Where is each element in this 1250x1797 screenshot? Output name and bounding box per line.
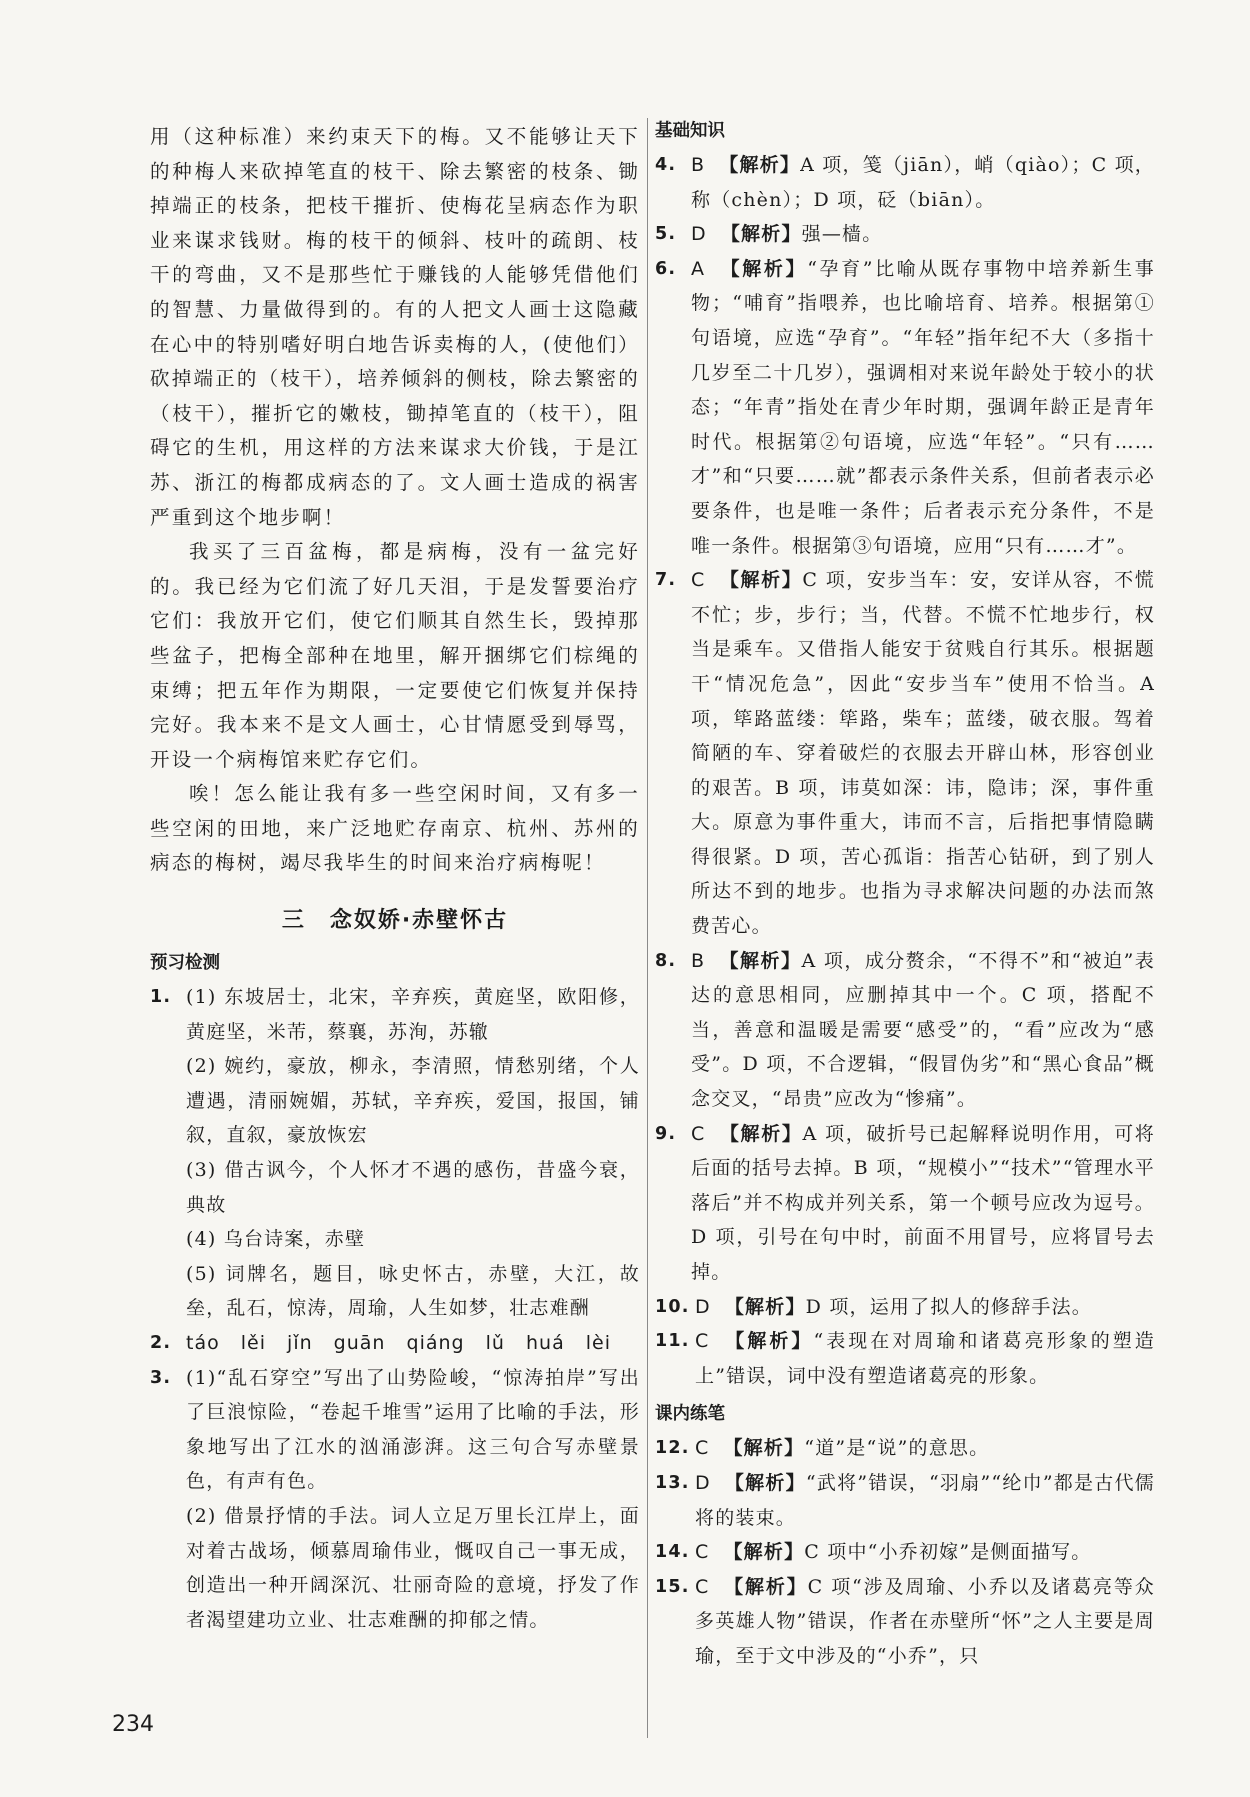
question-number: 1.: [150, 987, 172, 1008]
answer-line: (2) 借景抒情的手法。词人立足万里长江岸上，面对着古战场，倾慕周瑜伟业，慨叹自己一事无成，创造出一种开阔深沉、壮丽奇险的意境，抒发了作者渴望建功立业、壮志难酬的抑郁之情。: [186, 1504, 640, 1631]
answer-line: (4) 乌台诗案，赤壁: [186, 1228, 366, 1251]
analysis-text: A 项，成分赘余，“不得不”和“被迫”表达的意思相同，应删掉其中一个。C 项，搭配不当，善意和温暖是需要“感受”的，“看”应改为“感受”。D 项，不合逻辑，“假冒伪劣”和“黑心食品”概念交叉，“昂贵”应改为“惨痛”。: [691, 949, 1155, 1111]
left-column: [150, 120, 640, 1637]
answer-item: [655, 217, 1155, 252]
question-number: 13.: [655, 1472, 690, 1493]
answer-letter: C: [695, 1541, 710, 1564]
translation-paragraph-2: 我买了三百盆梅，都是病梅，没有一盆完好的。我已经为它们流了好几天泪，于是发誓要治疗它们：我放开它们，使它们顺其自然生长，毁掉那些盆子，把梅全部种在地里，解开捆绑它们棕绳的束缚；把五年作为期限，一定要使它们恢复并保持完好。我本来不是文人画士，心甘情愿受到辱骂，开设一个病梅馆来贮存它们。: [150, 540, 640, 771]
analysis-text: D 项，运用了拟人的修辞手法。: [805, 1295, 1092, 1318]
analysis-text: C 项，安步当车：安，安详从容，不慌不忙；步，步行；当，代替。不慌不忙地步行，权当是乘车。又借指人能安于贫贱自行其乐。根据题干“情况危急”，因此“安步当车”使用不恰当。A 项，筚路蓝缕：筚路，柴车；蓝缕，破衣服。驾着简陋的车、穿着破烂的衣服去开辟山林，形容创业的艰苦。B 项，讳莫如深：讳，隐讳；深，事件重大。原意为事件重大，讳而不言，后指把事情隐瞒得很紧。D 项，苦心孤诣：指苦心钻研，到了别人所达不到的地步。也指为寻求解决问题的办法而煞费苦心。: [691, 569, 1155, 938]
answer-letter: C: [695, 1575, 710, 1598]
answer-line: (1) 东坡居士，北宋，辛弃疾，黄庭坚，欧阳修，黄庭坚，米芾，蔡襄，苏洵，苏辙: [186, 986, 640, 1043]
right-column: [655, 120, 1155, 1674]
analysis-tag: 【解析】: [719, 154, 801, 176]
answer-item: [655, 252, 1155, 563]
answer-line: (1)“乱石穿空”写出了山势险峻，“惊涛拍岸”写出了巨浪惊险，“卷起千堆雪”运用了比喻的手法，形象地写出了江水的汹涌澎湃。这三句合写赤壁景色，有声有色。: [186, 1366, 640, 1493]
analysis-tag: 【解析】: [720, 223, 802, 246]
page-number: 234: [112, 1712, 154, 1737]
answer-item: [655, 1117, 1155, 1290]
question-number: 5.: [655, 224, 677, 245]
question-number: 4.: [655, 155, 677, 175]
answer-letter: C: [691, 1122, 706, 1145]
translation-paragraph-3: 唉！怎么能让我有多一些空闲时间，又有多一些空闲的田地，来广泛地贮存南京、杭州、苏州的病态的梅树，竭尽我毕生的时间来治疗病梅呢！: [150, 782, 640, 875]
analysis-tag: 【解析】: [723, 1575, 808, 1598]
question-number: 10.: [655, 1296, 690, 1317]
analysis-text: C 项中“小乔初嫁”是侧面描写。: [804, 1541, 1092, 1564]
analysis-tag: 【解析】: [724, 1295, 806, 1318]
analysis-tag: 【解析】: [719, 569, 803, 592]
answer-letter: D: [695, 1295, 711, 1318]
preview-heading: 预习检测: [150, 953, 220, 974]
question-number: 9.: [655, 1123, 677, 1144]
analysis-text: “表现在对周瑜和诸葛亮形象的塑造上”错误，词中没有塑造诸葛亮的形象。: [695, 1330, 1155, 1387]
question-number: 6.: [655, 258, 677, 279]
question-number: 11.: [655, 1331, 690, 1352]
section-title: 三 念奴娇·赤壁怀古: [281, 908, 509, 934]
answer-letter: D: [695, 1471, 711, 1494]
translation-paragraph-1: 用（这种标准）来约束天下的梅。又不能够让天下的种梅人来砍掉笔直的枝干、除去繁密的枝条、锄掉端正的枝条，把枝干摧折、使梅花呈病态作为职业来谋求钱财。梅的枝干的倾斜、枝叶的疏朗、枝干的弯曲，又不是那些忙于赚钱的人能够凭借他们的智慧、力量做得到的。有的人把文人画士这隐藏在心中的特别嗜好明白地告诉卖梅的人，(使他们）砍掉端正的（枝干），培养倾斜的侧枝，除去繁密的（枝干），摧折它的嫩枝，锄掉笔直的（枝干），阻碍它的生机，用这样的方法来谋求大价钱，于是江苏、浙江的梅都成病态的了。文人画士造成的祸害严重到这个地步啊！: [150, 125, 640, 529]
answer-item: [655, 1570, 1155, 1674]
answer-line: (5) 词牌名，题目，咏史怀古，赤壁，大江，故垒，乱石，惊涛，周瑜，人生如梦，壮志难酬: [186, 1262, 640, 1320]
analysis-text: C 项“涉及周瑜、小乔以及诸葛亮等众多英雄人物”错误，作者在赤壁所“怀”之人主要是周瑜，至于文中涉及的“小乔”，只: [695, 1575, 1155, 1667]
answer-letter: A: [691, 257, 706, 280]
analysis-tag: 【解析】: [724, 1471, 806, 1494]
analysis-tag: 【解析】: [723, 1330, 814, 1353]
column-divider: [647, 118, 648, 1738]
answer-item: [655, 148, 1155, 217]
question-number: 2.: [150, 1333, 172, 1353]
question-3: [150, 1361, 640, 1638]
analysis-tag: 【解析】: [719, 949, 802, 972]
question-number: 14.: [655, 1542, 690, 1563]
analysis-tag: 【解析】: [719, 1122, 803, 1145]
analysis-text: “孕育”比喻从既存事物中培养新生事物；“哺育”指喂养，也比喻培育、培养。根据第①句语境，应选“孕育”。“年轻”指年纪不大（多指十几岁至二十几岁），强调相对来说年龄处于较小的状态；“年青”指处在青少年时期，强调年龄正是青年时代。根据第②句语境，应选“年轻”。“只有……才”和“只要……就”都表示条件关系，但前者表示必要条件，也是唯一条件；后者表示充分条件，不是唯一条件。根据第③句语境，应用“只有……才”。: [691, 257, 1155, 557]
analysis-text: 强—樯。: [801, 223, 883, 246]
answer-letter: C: [691, 569, 706, 592]
question-1: [150, 980, 640, 1326]
practice-heading: 课内练笔: [655, 1404, 725, 1425]
answer-letter: B: [691, 949, 706, 972]
analysis-tag: 【解析】: [723, 1541, 805, 1564]
answer-item: [655, 944, 1155, 1117]
analysis-tag: 【解析】: [719, 257, 808, 280]
question-number: 7.: [655, 570, 677, 591]
analysis-text: A 项，笺（jiān），峭（qiào）；C 项，称（chèn）；D 项，砭（biān）。: [691, 154, 1155, 211]
question-number: 15.: [655, 1576, 690, 1597]
answer-item: [655, 1431, 1155, 1466]
answer-line: (3) 借古讽今，个人怀才不遇的感伤，昔盛今衰，典故: [186, 1159, 640, 1216]
answer-letter: D: [691, 223, 707, 246]
analysis-text: “武将”错误，“羽扇”“纶巾”都是古代儒将的装束。: [695, 1471, 1155, 1529]
answer-item: [655, 1290, 1155, 1325]
answer-letter: B: [691, 154, 706, 176]
question-2: [150, 1326, 640, 1361]
question-number: 12.: [655, 1438, 690, 1459]
question-number: 3.: [150, 1367, 172, 1388]
answer-item: [655, 1535, 1155, 1570]
answer-item: [655, 563, 1155, 944]
analysis-text: A 项，破折号已起解释说明作用，可将后面的括号去掉。B 项，“规模小”“技术”“管理水平落后”并不构成并列关系，第一个顿号应改为逗号。D 项，引号在句中时，前面不用冒号，应将冒号去掉。: [691, 1122, 1155, 1283]
analysis-tag: 【解析】: [723, 1437, 805, 1460]
answer-line: (2) 婉约，豪放，柳永，李清照，情愁别绪，个人遭遇，清丽婉媚，苏轼，辛弃疾，爱国，报国，铺叙，直叙，豪放恢宏: [186, 1055, 640, 1147]
basic-knowledge-heading: 基础知识: [655, 121, 725, 141]
answer-item: [655, 1466, 1155, 1535]
answer-letter: C: [695, 1437, 710, 1460]
pinyin-answer: táo lěi jǐn guān qiáng lǔ huá lèi: [186, 1332, 612, 1354]
answer-letter: C: [695, 1330, 710, 1353]
answer-item: [655, 1324, 1155, 1393]
question-number: 8.: [655, 950, 677, 971]
analysis-text: “道”是“说”的意思。: [804, 1437, 990, 1460]
